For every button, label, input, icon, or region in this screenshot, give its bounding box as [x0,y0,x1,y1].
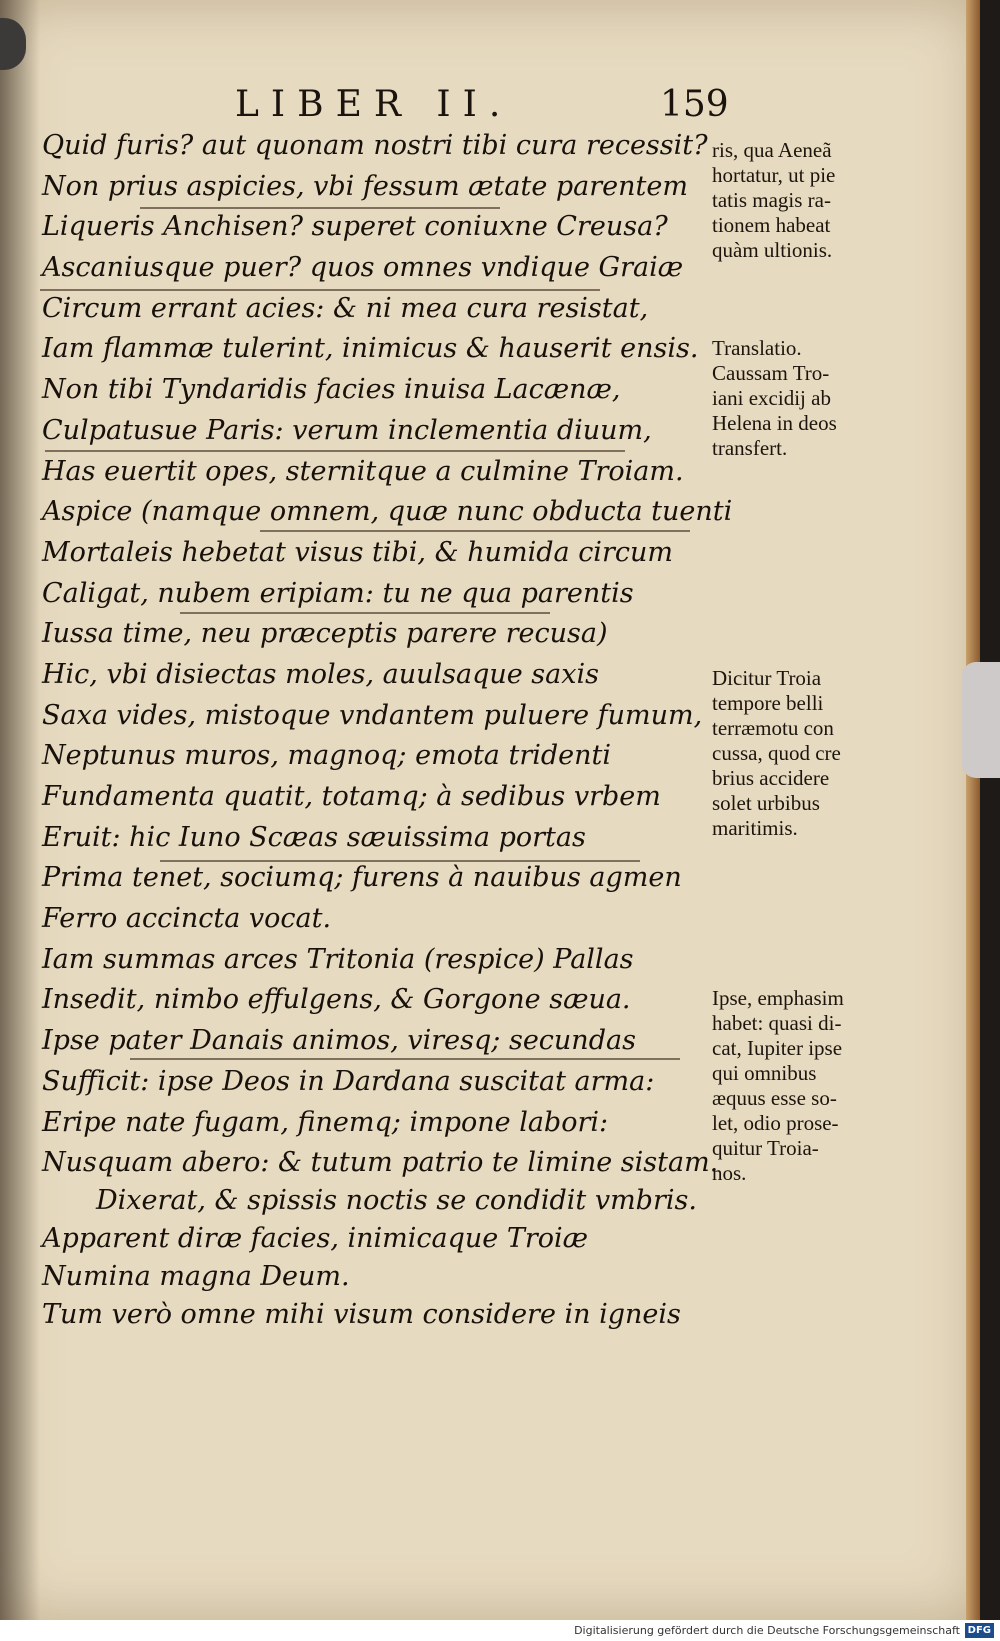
ink-underline [130,1058,680,1060]
verse-line: Dixerat, & spissis noctis se condidit vmbris. [96,1185,697,1216]
verse-line: Ascaniusque puer? quos omnes vndique Graiæ [42,252,684,284]
verse-line: Has euertit opes, sternitque a culmine Troiam. [42,455,684,487]
ink-underline [40,289,600,291]
verse-line: Neptunus muros, magnoq; emota tridenti [42,740,612,772]
verse-line: Iussa time, neu præceptis parere recusa) [42,618,608,650]
verse-line: Ferro accincta vocat. [42,903,332,935]
verse-line: Tum verò omne mihi visum considere in igneis [42,1299,681,1330]
verse-line: Liqueris Anchisen? superet coniuxne Creusa? [42,211,668,243]
verse-line: Apparent diræ facies, inimicaque Troiæ [42,1223,589,1254]
verse-line: Prima tenet, sociumq; furens à nauibus agmen [42,862,682,894]
dfg-logo: DFG [965,1623,994,1638]
ink-underline [260,530,690,532]
verse-line: Caligat, nubem eripiam: tu ne qua parentis [42,577,634,609]
verse-line: Saxa vides, mistoque vndantem puluere fumum, [42,699,703,731]
marginal-note: ris, qua Aeneã hortatur, ut pie tatis magis ra- tionem habeat quàm ultionis. [712,138,836,262]
verse-line: Non tibi Tyndaridis facies inuisa Lacænæ, [42,374,621,406]
running-title: LIBER II. [235,84,513,125]
verse-block-tail [42,1182,697,1334]
verse-line: Mortaleis hebetat visus tibi, & humida circum [42,536,673,568]
marginal-note: Dicitur Troia tempore belli terræmotu con cussa, quod cre brius accidere solet urbibus maritimis. [712,666,841,840]
verse-block [42,126,733,1184]
ink-underline [140,207,500,209]
verse-line: Quid furis? aut quonam nostri tibi cura recessit? [42,130,708,161]
page-number: 159 [660,84,729,125]
verse-line: Ipse pater Danais animos, viresq; secundas [42,1025,636,1057]
verse-line: Numina magna Deum. [42,1261,350,1292]
verse-line: Eripe nate fugam, finemq; impone labori: [42,1106,609,1138]
marginal-note: Translatio. Caussam Tro- iani excidij ab Helena in deos transfert. [712,336,837,460]
ink-underline [45,450,625,452]
verse-line: Nusquam abero: & tutum patrio te limine sistam. [42,1147,719,1179]
verse-line: Hic, vbi disiectas moles, auulsaque saxis [42,658,599,690]
page-edge [966,0,980,1620]
verse-line: Aspice (namque omnem, quæ nunc obducta tuenti [42,496,733,528]
verse-line: Iam summas arces Tritonia (respice) Pallas [42,943,634,975]
verse-line: Eruit: hic Iuno Scæas sæuissima portas [42,821,586,853]
verse-line: Fundamenta quatit, totamq; à sedibus vrbem [42,781,661,812]
ink-underline [160,860,640,862]
ink-underline [180,612,550,614]
verse-line: Culpatusue Paris: verum inclementia diuum, [42,414,652,446]
verse-line: Sufficit: ipse Deos in Dardana suscitat arma: [42,1065,655,1097]
verse-line: Iam flammæ tulerint, inimicus & hauserit ensis. [42,333,699,365]
footer-bar [0,1620,1000,1641]
page-tab [962,662,1000,778]
binding-ring [0,18,26,70]
marginal-note: Ipse, emphasim habet: quasi di- cat, Iupiter ipse qui omnibus æquus esse so- let, odio prose- quitur Troia- nos. [712,986,844,1185]
verse-line: Non prius aspicies, vbi fessum ætate parentem [42,170,688,202]
verse-line: Insedit, nimbo effulgens, & Gorgone sæua. [42,984,631,1016]
footer-text: Digitalisierung gefördert durch die Deutsche Forschungsgemeinschaft [574,1624,960,1637]
verse-line: Circum errant acies: & ni mea cura resistat, [42,292,649,324]
